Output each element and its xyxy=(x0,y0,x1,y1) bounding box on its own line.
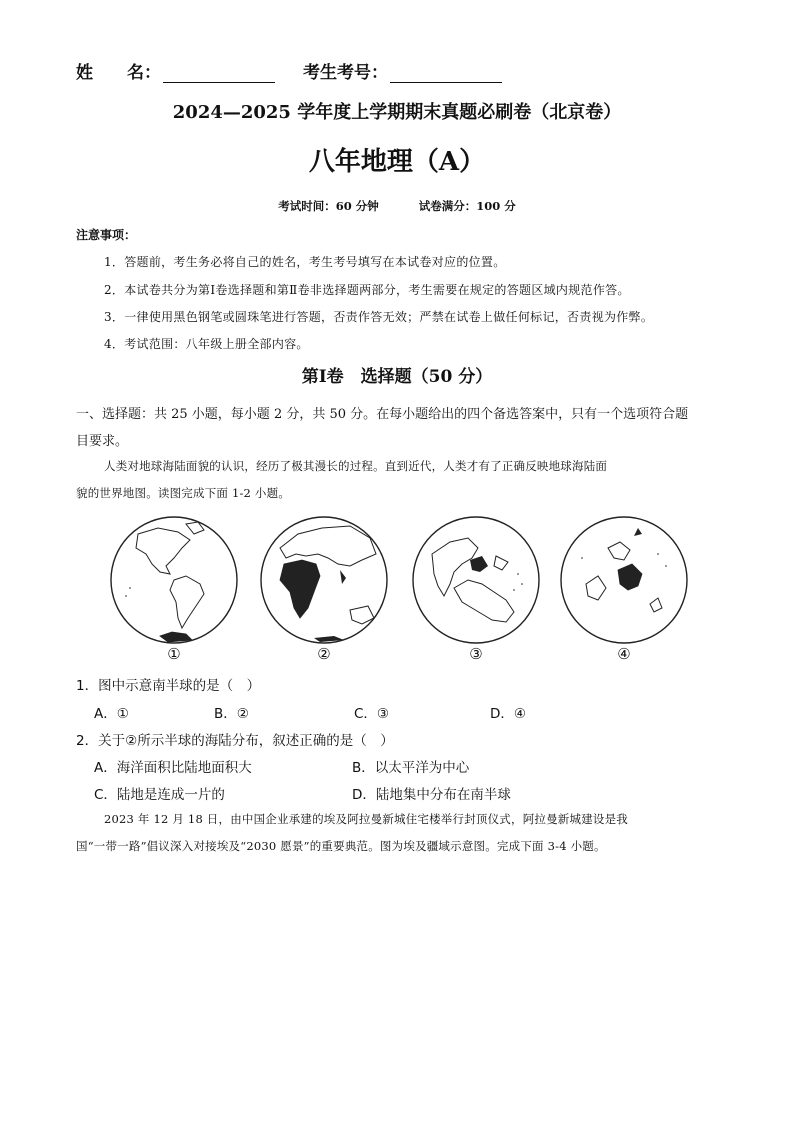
note-item: 2．本试卷共分为第Ⅰ卷选择题和第Ⅱ卷非选择题两部分，考生需要在规定的答题区域内规范作答。 xyxy=(104,283,630,297)
instructions-line: 一、选择题：共 25 小题，每小题 2 分，共 50 分。在每小题给出的四个备选答案中，只有一个选项符合题 xyxy=(76,407,689,422)
passage-line: 国“一带一路”倡议深入对接埃及“2030 愿景”的重要典范。图为埃及疆域示意图。完成下面 3-4 小题。 xyxy=(76,839,606,853)
passage-line: 2023 年 12 月 18 日，由中国企业承建的埃及阿拉曼新城住宅楼举行封顶仪式，阿拉曼新城建设是我 xyxy=(104,812,629,826)
exam-score: 试卷满分：100 分 xyxy=(418,199,516,213)
q1-option-a[interactable]: A．① xyxy=(94,706,129,722)
q1-option-c[interactable]: C．③ xyxy=(354,706,390,722)
globe-label: ④ xyxy=(617,645,631,663)
notes-heading: 注意事项： xyxy=(76,228,137,242)
q1-option-d[interactable]: D．④ xyxy=(490,706,526,722)
q2-option-b[interactable]: B．以太平洋为中心 xyxy=(352,760,470,776)
q1-option-b[interactable]: B．② xyxy=(214,706,249,722)
exam-meta xyxy=(0,198,794,214)
note-item: 3．一律使用黑色钢笔或圆珠笔进行答题，否责作答无效；严禁在试卷上做任何标记，否责视为作弊。 xyxy=(104,310,654,324)
passage-line: 貌的世界地图。读图完成下面 1-2 小题。 xyxy=(76,486,291,500)
note-item: 1．答题前，考生务必将自己的姓名，考生考号填写在本试卷对应的位置。 xyxy=(104,255,506,269)
section-title: 第Ⅰ卷 选择题（50 分） xyxy=(301,367,493,387)
globe-label: ② xyxy=(317,645,331,663)
id-label: 考生考号： xyxy=(303,63,388,83)
name-blank[interactable] xyxy=(163,64,275,83)
q2-option-c[interactable]: C．陆地是连成一片的 xyxy=(94,787,225,803)
candidate-info-row xyxy=(76,58,530,83)
globe-northern-hemisphere-icon xyxy=(410,514,542,654)
subject-title: 八年地理（A） xyxy=(308,147,486,177)
question-2-stem: 2．关于②所示半球的海陆分布，叙述正确的是（ ） xyxy=(76,733,394,749)
globe-southern-hemisphere-icon xyxy=(558,514,690,654)
id-blank[interactable] xyxy=(390,64,502,83)
globe-label: ③ xyxy=(469,645,483,663)
globe-western-hemisphere-icon xyxy=(108,514,240,654)
exam-time: 考试时间：60 分钟 xyxy=(278,199,379,213)
question-1-stem: 1．图中示意南半球的是（ ） xyxy=(76,678,261,694)
instructions-line: 目要求。 xyxy=(76,434,129,449)
name-label: 姓 名： xyxy=(76,63,161,83)
passage-line: 人类对地球海陆面貌的认识，经历了极其漫长的过程。直到近代，人类才有了正确反映地球海陆面 xyxy=(104,459,608,473)
note-item: 4．考试范围：八年级上册全部内容。 xyxy=(104,337,309,351)
exam-title: 2024—2025 学年度上学期期末真题必刷卷（北京卷） xyxy=(172,102,622,123)
q2-option-a[interactable]: A．海洋面积比陆地面积大 xyxy=(94,760,252,776)
globe-label: ① xyxy=(167,645,181,663)
globe-eastern-hemisphere-icon xyxy=(258,514,390,654)
q2-option-d[interactable]: D．陆地集中分布在南半球 xyxy=(352,787,511,803)
